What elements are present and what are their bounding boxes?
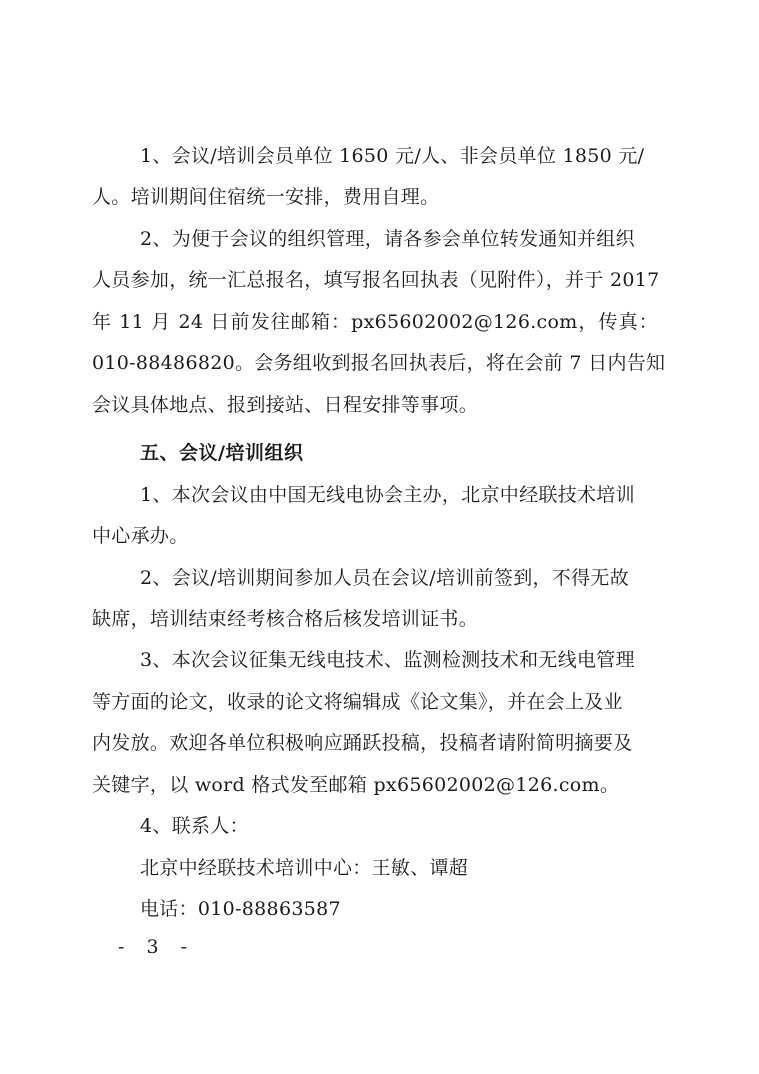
- s5-item2-line2: 缺席，培训结束经考核合格后核发培训证书。: [92, 608, 479, 630]
- s4-item2-line3: 年 11 月 24 日前发往邮箱：px65602002@126.com，传真：: [92, 311, 658, 333]
- s5-item2-line1: 2、会议/培训期间参加人员在会议/培训前签到，不得无故: [140, 567, 629, 589]
- s4-item1-line1: 1、会议/培训会员单位 1650 元/人、非会员单位 1850 元/: [140, 145, 645, 167]
- s4-item2-line4: 010-88486820。会务组收到报名回执表后，将在会前 7 日内告知: [92, 352, 666, 374]
- s5-item4-label: 4、联系人：: [140, 815, 249, 837]
- contact-name-line: 北京中经联技术培训中心：王敏、谭超: [140, 857, 469, 879]
- s4-item2-line5: 会议具体地点、报到接站、日程安排等事项。: [92, 394, 479, 416]
- section5-heading: 五、会议/培训组织: [140, 442, 304, 464]
- s5-item1-line1: 1、本次会议由中国无线电协会主办，北京中经联技术培训: [140, 484, 635, 506]
- page-number: - 3 -: [118, 936, 196, 958]
- s5-item3-line2: 等方面的论文，收录的论文将编辑成《论文集》，并在会上及业: [92, 691, 623, 713]
- s5-item3-line3: 内发放。欢迎各单位积极响应踊跃投稿，投稿者请附简明摘要及: [92, 732, 633, 754]
- s5-item3-line1: 3、本次会议征集无线电技术、监测检测技术和无线电管理: [140, 649, 635, 671]
- s4-item1-line2: 人。培训期间住宿统一安排，费用自理。: [92, 186, 440, 208]
- s5-item1-line2: 中心承办。: [92, 525, 189, 547]
- s4-item2-line2: 人员参加，统一汇总报名，填写报名回执表（见附件），并于 2017: [92, 269, 660, 291]
- s5-item3-line4: 关键字，以 word 格式发至邮箱 px65602002@126.com。: [92, 774, 620, 796]
- contact-phone-line: 电话：010-88863587: [140, 898, 341, 920]
- s4-item2-line1: 2、为便于会议的组织管理，请各参会单位转发通知并组织: [140, 228, 635, 250]
